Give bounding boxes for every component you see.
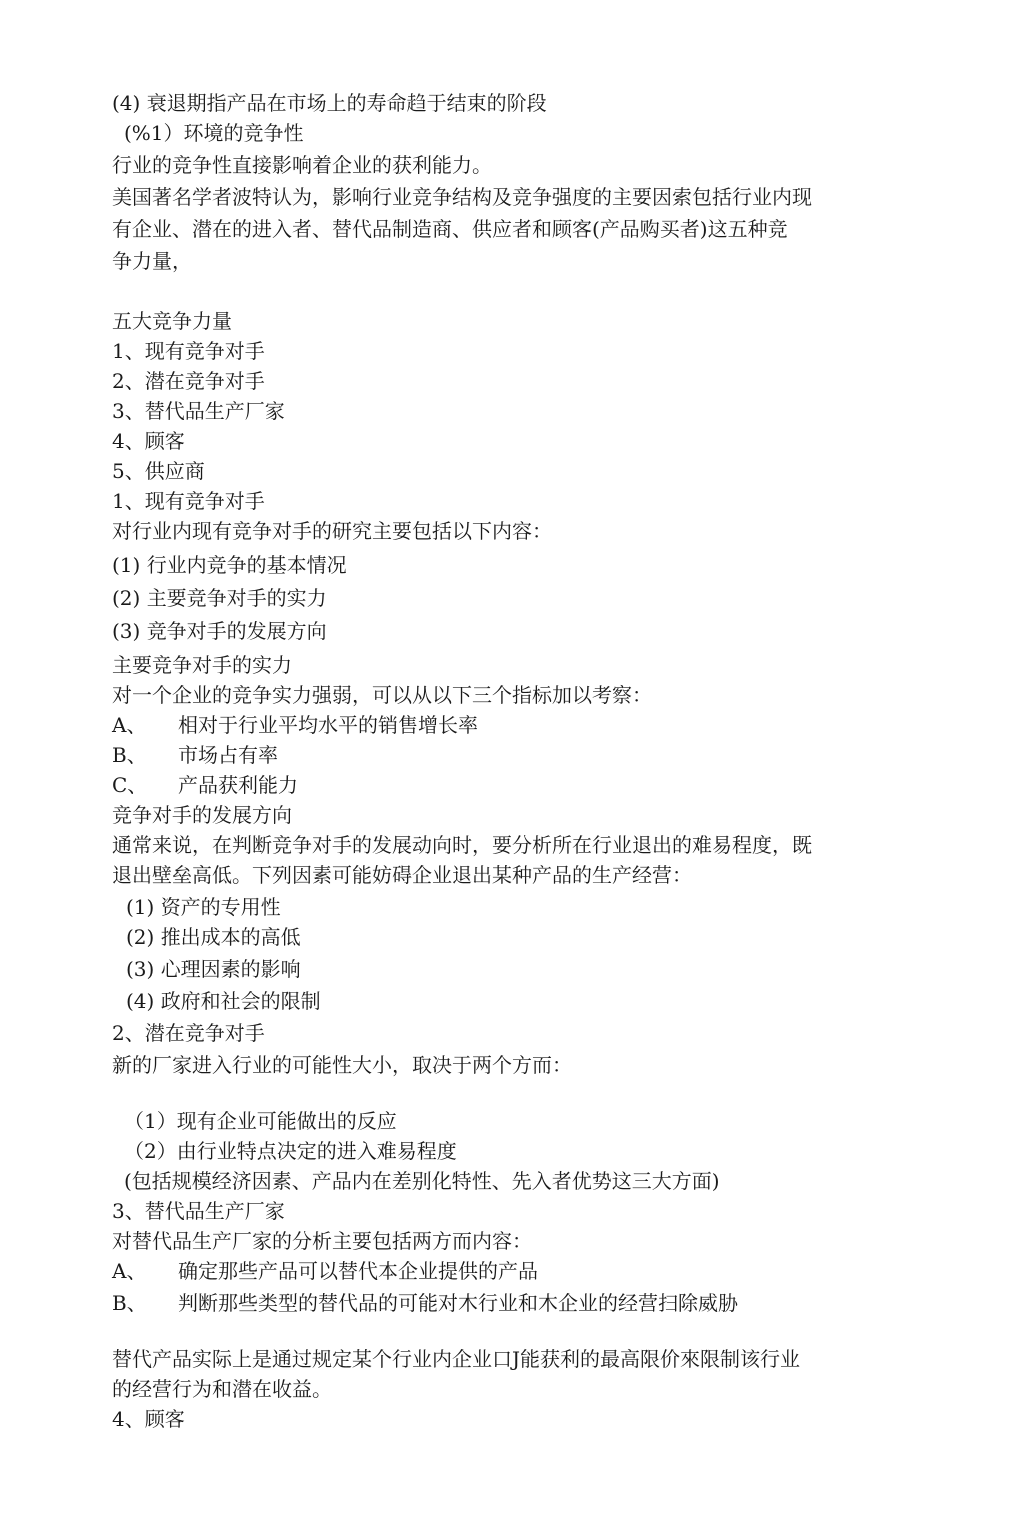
list-item: 5、供应商 [112,459,205,483]
list-item: (2) 主要竞争对手的实力 [112,586,327,610]
list-item: 3、替代品生产厂家 [112,399,285,423]
section-heading: 1、现有竞争对手 [112,489,265,513]
list-label: B、 [112,743,147,767]
section-heading: 竞争对手的发展方向 [112,803,292,827]
section-heading: 五大竞争力量 [112,309,232,333]
paragraph-line: 美国著名学者波特认为，影响行业竞争结构及竞争强度的主要因索包括行业内现 [112,185,812,209]
list-item: 1、现有竞争对手 [112,339,265,363]
list-item: （2）由行业特点决定的进入难易程度 [124,1139,457,1163]
list-item [112,740,278,770]
paragraph-line: 的经营行为和潜在收益。 [112,1377,332,1401]
list-item [112,710,478,740]
paragraph-line: 对一个企业的竞争实力强弱，可以从以下三个指标加以考察： [112,683,652,707]
list-label: B、 [112,1291,147,1315]
list-item [112,1288,738,1318]
section-heading: 主要竞争对手的实力 [112,653,292,677]
list-text: 产品获利能力 [178,773,298,797]
paragraph-line: 通常来说，在判断竞争对手的发展动向时，要分析所在行业退出的难易程度，既 [112,833,812,857]
section-heading: 4、顾客 [112,1407,185,1431]
section-heading: 3、替代品生产厂家 [112,1199,285,1223]
list-label: A、 [112,713,147,737]
list-text: 相对于行业平均水平的销售增长率 [178,713,478,737]
paragraph-line: 行业的竞争性直接影响着企业的获利能力。 [112,153,492,177]
list-text: 市场占有率 [178,743,278,767]
list-item: (1) 行业内竞争的基本情况 [112,553,347,577]
paragraph-line: 对替代品生产厂家的分析主要包括两方而内容： [112,1229,532,1253]
list-item: （1）现有企业可能做出的反应 [124,1109,397,1133]
list-label: A、 [112,1259,147,1283]
list-text: 判断那些类型的替代品的可能对木行业和木企业的经营扫除威胁 [178,1291,738,1315]
paragraph-line: 争力量， [112,249,192,273]
list-item [112,1256,538,1286]
list-item: (2) 推出成本的高低 [126,925,301,949]
paragraph-line: 退出壁垒高低。下列因素可能妨碍企业退出某种产品的生产经营： [112,863,692,887]
section-heading: (%1）环境的竞争性 [124,121,304,145]
list-item: (1) 资产的专用性 [126,895,281,919]
list-label: C、 [112,773,148,797]
list-item: (4) 政府和社会的限制 [126,989,321,1013]
list-item: (3) 心理因素的影响 [126,957,301,981]
paragraph-line: 新的厂家进入行业的可能性大小，取决于两个方而： [112,1053,572,1077]
paragraph-line: (4) 衰退期指产品在市场上的寿命趋于结束的阶段 [112,91,547,115]
section-heading: 2、潜在竞争对手 [112,1021,265,1045]
paragraph-line: 对行业内现有竞争对手的研究主要包括以下内容： [112,519,552,543]
paragraph-line: (包括规模经济因素、产品内在差别化特性、先入者优势这三大方面) [124,1169,720,1193]
list-item: 2、潜在竞争对手 [112,369,265,393]
list-item [112,770,298,800]
paragraph-line: 替代产品实际上是通过规定某个行业内企业口J能获利的最高限价來限制该行业 [112,1347,801,1371]
list-item: (3) 竞争对手的发展方向 [112,619,327,643]
list-item: 4、顾客 [112,429,185,453]
list-text: 确定那些产品可以替代本企业提供的产品 [178,1259,538,1283]
paragraph-line: 有企业、潜在的进入者、替代品制造商、供应者和顾客(产品购买者)这五种竞 [112,217,788,241]
